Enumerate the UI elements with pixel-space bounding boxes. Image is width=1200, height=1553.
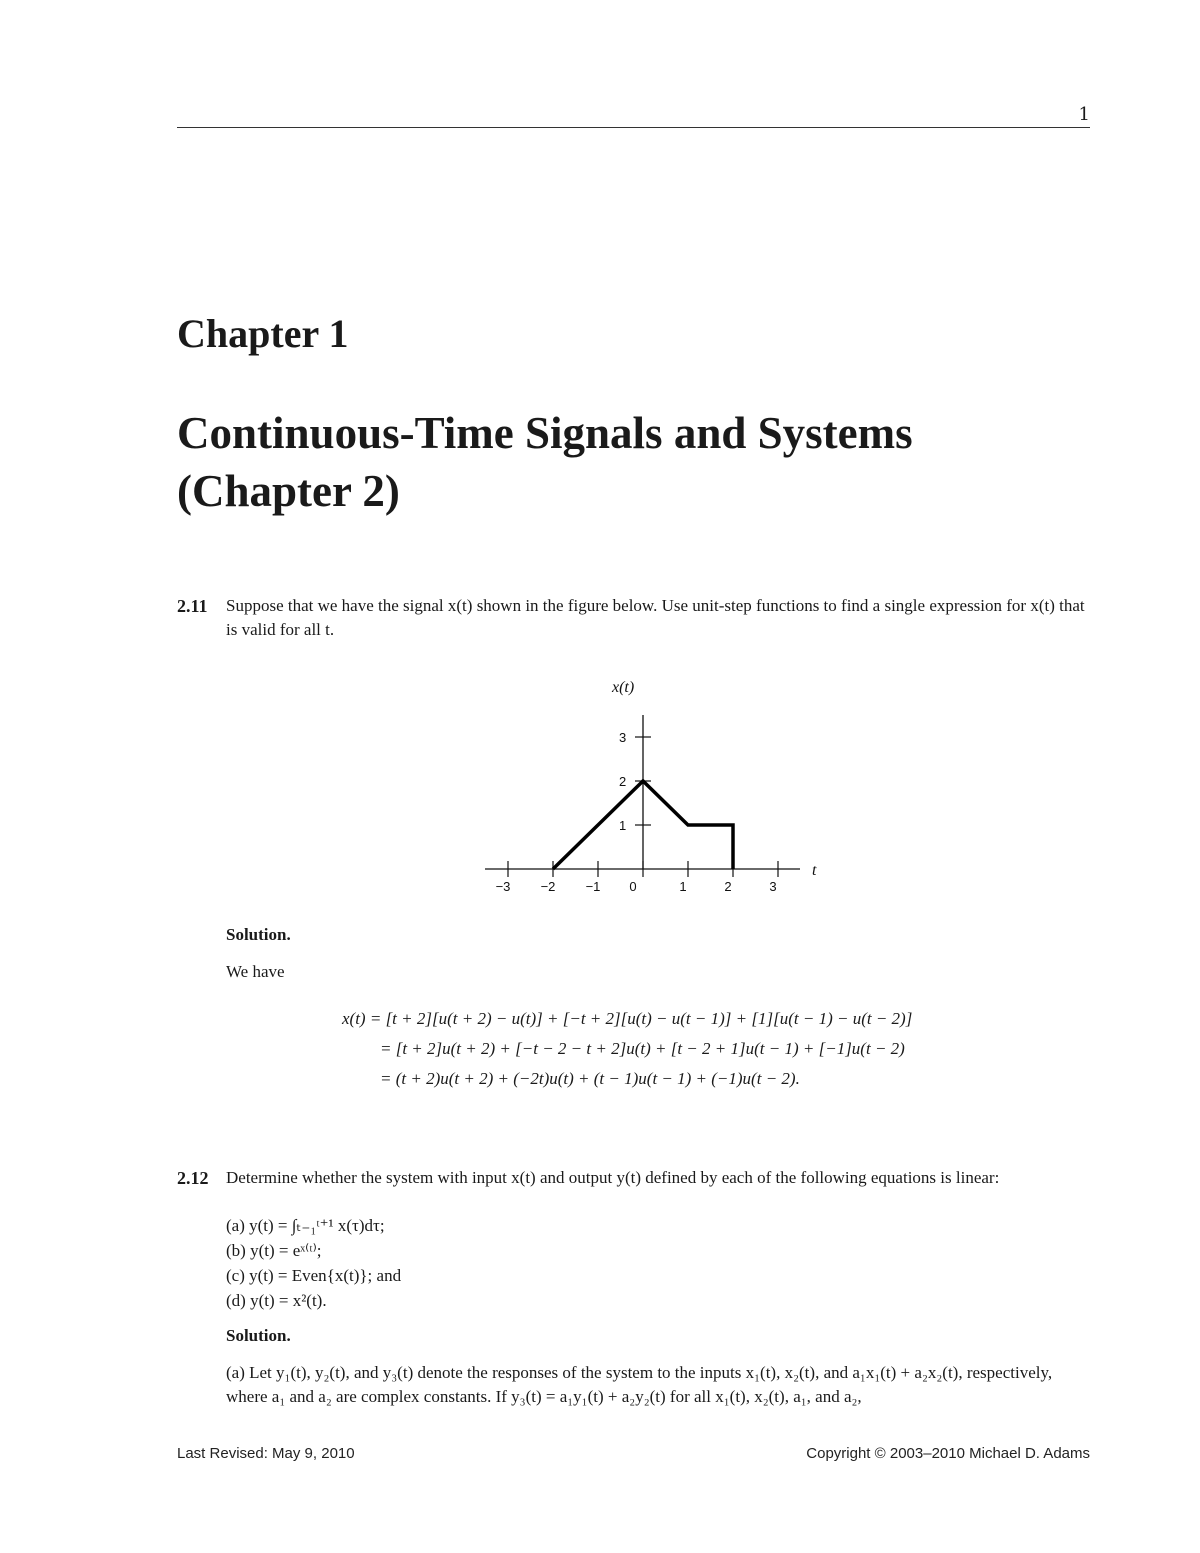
y-tick-label: 2 (619, 774, 627, 789)
chapter-title: Continuous-Time Signals and Systems (Chapter 2) (177, 408, 913, 516)
solution-heading-2-11: Solution. (226, 925, 291, 944)
x-ticks (496, 861, 778, 894)
problem-item-a: (a) y(t) = ∫ₜ₋₁ᵗ⁺¹ x(τ)dτ; (226, 1216, 385, 1235)
t-axis-label: t (812, 862, 817, 879)
x-tick-label: 3 (769, 879, 777, 894)
x-tick-label: 2 (724, 879, 732, 894)
footer-copyright: Copyright © 2003–2010 Michael D. Adams (806, 1445, 1090, 1462)
solution-text-2-12: (a) Let y₁(t), y₂(t), and y₃(t) denote the responses of the system to the inputs x₁(t), x₂(t), and a₁x₁(t) + a₂x₂(t), respectively, where a₁ and a₂ are complex constants. If y₃(t) = a₁y₁(t) + a₂y₂(t) for all x₁(t), x₂(t), a₁, and a₂, (226, 1363, 1053, 1406)
y-ticks (619, 730, 651, 833)
x-tick-label: 1 (679, 879, 687, 894)
x-tick-label: −1 (585, 879, 601, 894)
y-tick-label: 1 (619, 818, 627, 833)
equation-line-3: = (t + 2)u(t + 2) + (−2t)u(t) + (t − 1)u(t − 1) + (−1)u(t − 2). (380, 1069, 800, 1088)
x-tick-label: 0 (629, 879, 637, 894)
y-tick-label: 3 (619, 730, 627, 745)
page-number: 1 (1078, 104, 1090, 125)
problem-number-2-12: 2.12 (177, 1168, 209, 1188)
plot-function-label: x(t) (612, 679, 635, 696)
header-rule (177, 127, 1090, 128)
equation-line-2: = [t + 2]u(t + 2) + [−t − 2 − t + 2]u(t) + [t − 2 + 1]u(t − 1) + [−1]u(t − 2) (380, 1039, 905, 1058)
chapter-label: Chapter 1 (177, 311, 349, 356)
footer-last-revised: Last Revised: May 9, 2010 (177, 1445, 355, 1462)
problem-text-2-11: Suppose that we have the signal x(t) shown in the figure below. Use unit-step functions to find a single expression for x(t) that is valid for all t. (226, 596, 1085, 639)
problem-item-c: (c) y(t) = Even{x(t)}; and (226, 1266, 402, 1285)
x-tick-label: −3 (495, 879, 511, 894)
problem-item-b: (b) y(t) = eˣ⁽ᵗ⁾; (226, 1241, 322, 1260)
signal-plot (470, 665, 830, 895)
x-tick-label: −2 (540, 879, 556, 894)
problem-number-2-11: 2.11 (177, 596, 208, 616)
equation-line-1: x(t) = [t + 2][u(t + 2) − u(t)] + [−t + 2][u(t) − u(t − 1)] + [1][u(t − 1) − u(t − 2)] (342, 1009, 913, 1028)
problem-item-d: (d) y(t) = x²(t). (226, 1291, 327, 1310)
problem-text-2-12: Determine whether the system with input x(t) and output y(t) defined by each of the following equations is linear: (226, 1168, 1000, 1187)
solution-heading-2-12: Solution. (226, 1326, 291, 1345)
solution-intro-2-11: We have (226, 962, 285, 981)
